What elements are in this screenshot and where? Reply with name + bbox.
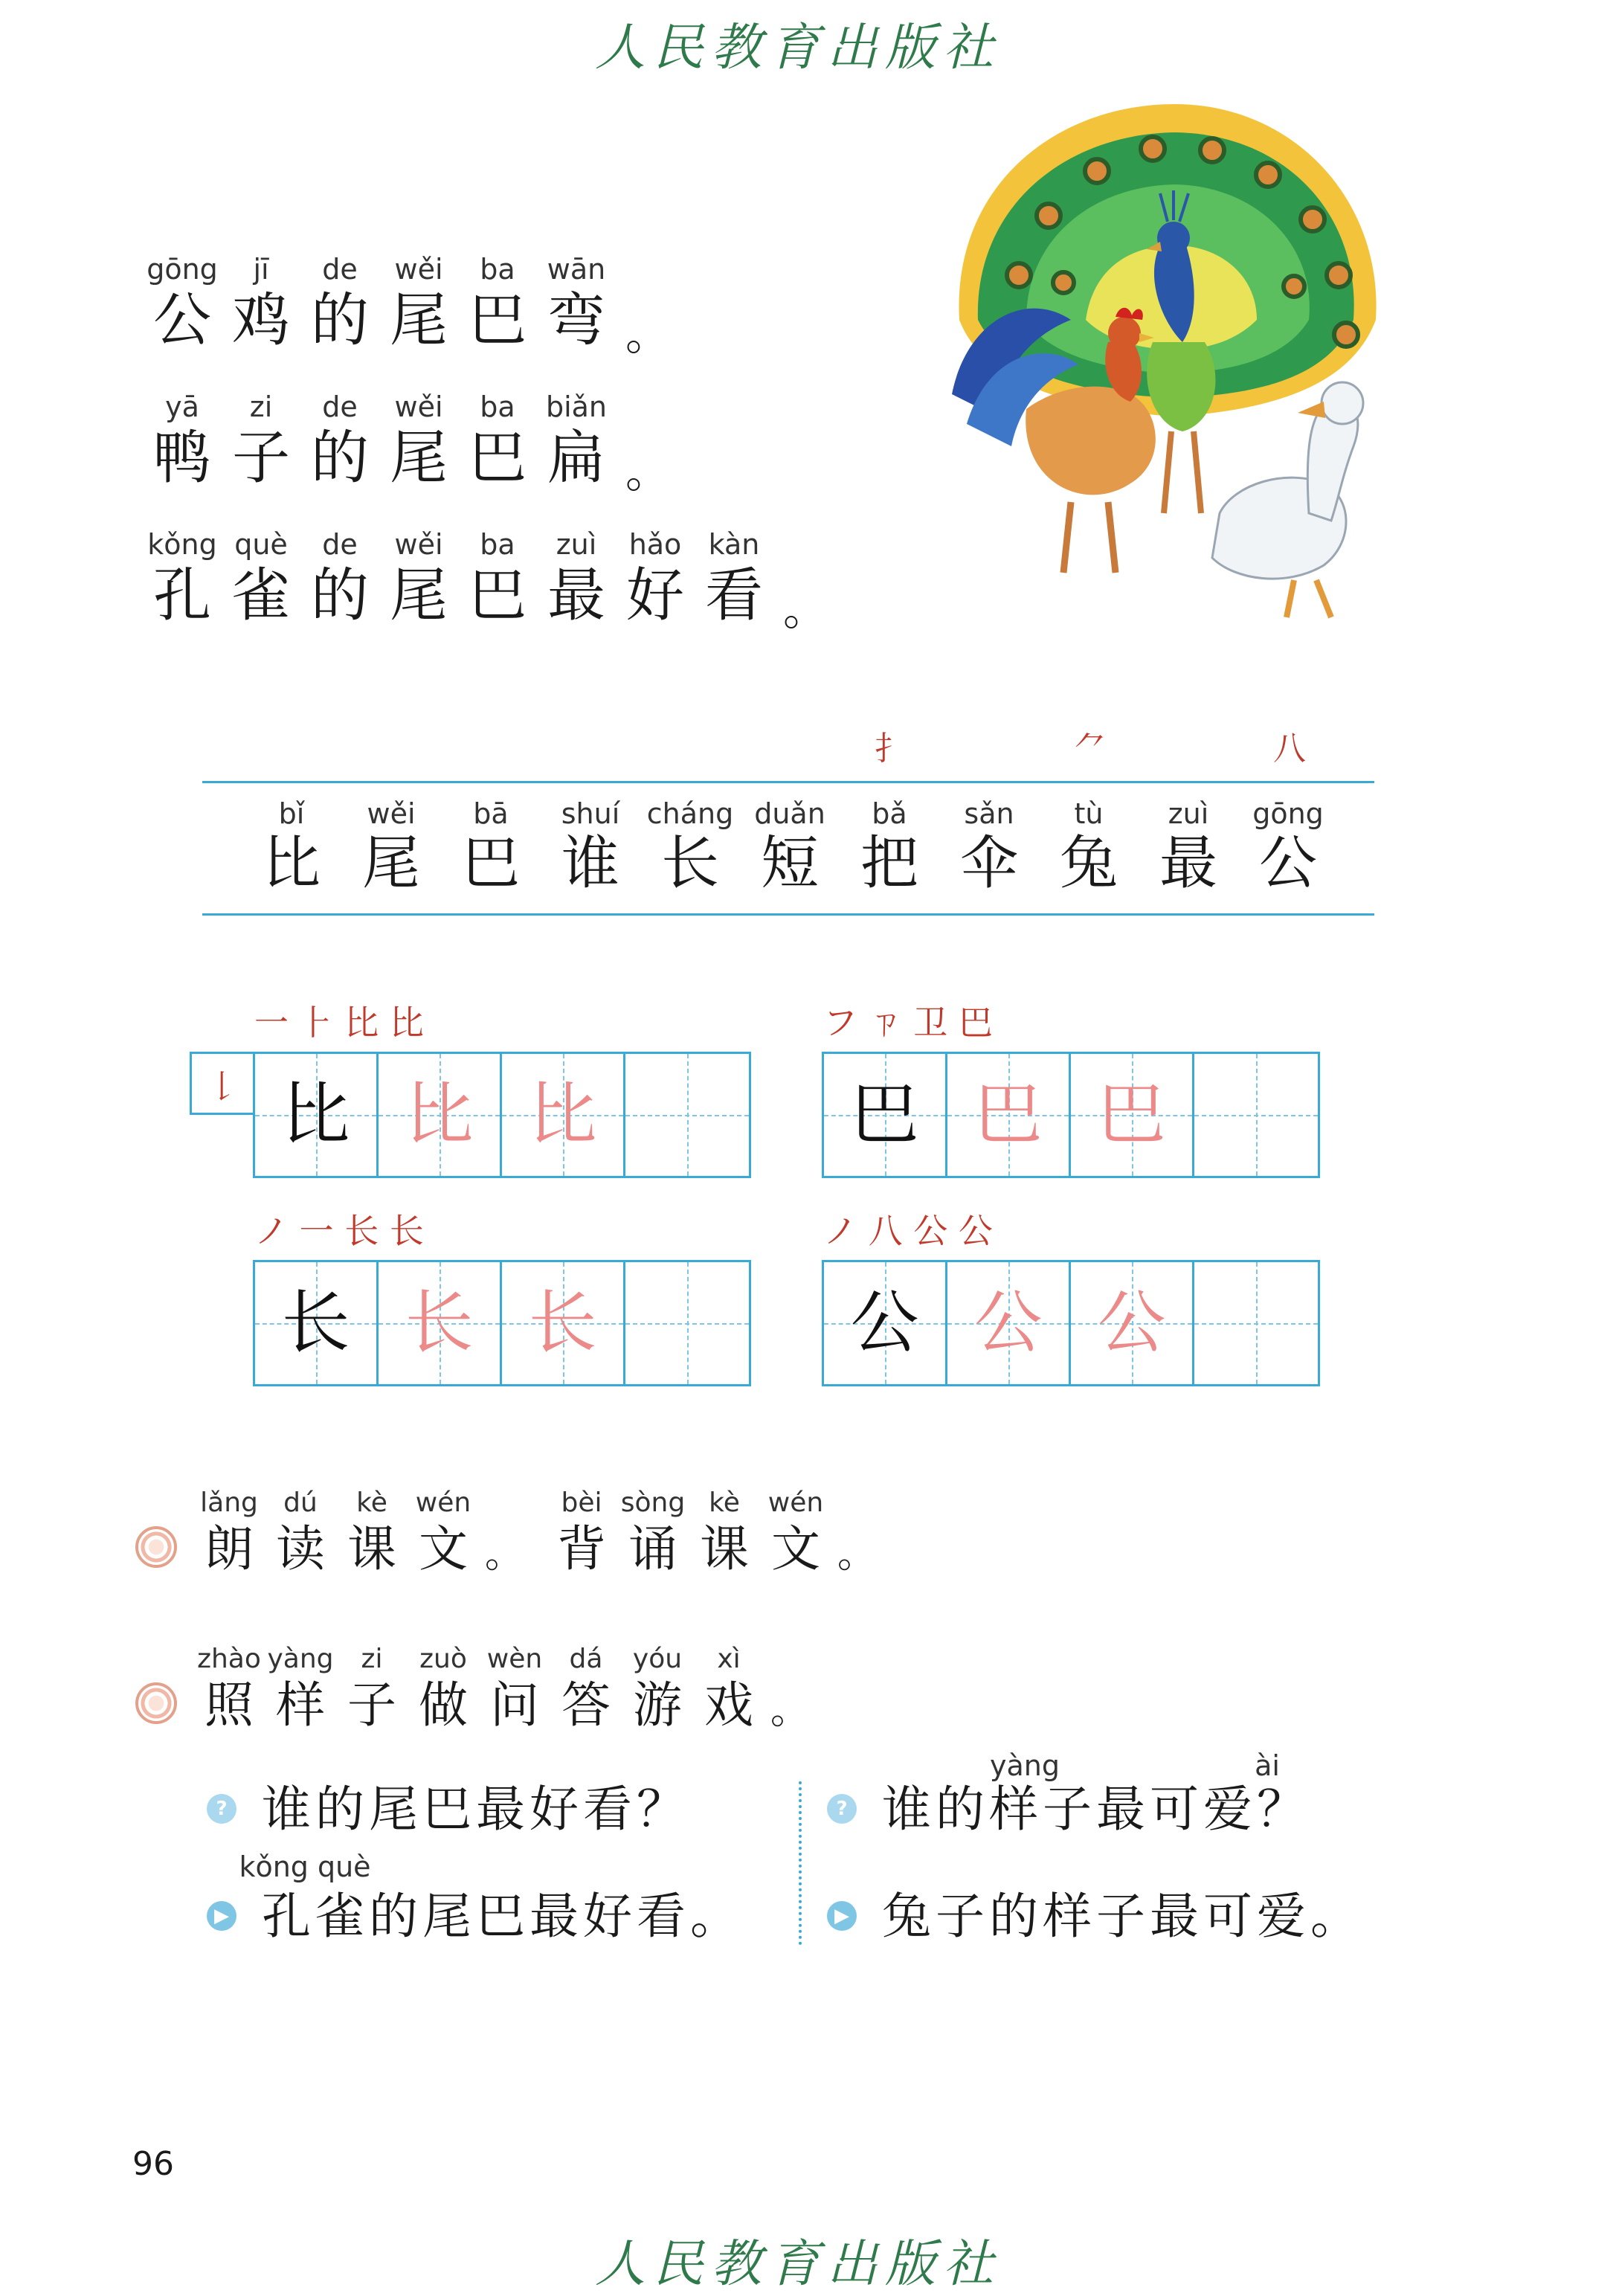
model-char-cell [255,1054,379,1176]
vocab-pinyin: tù [1074,797,1104,830]
poem-hanzi: 孔 [152,562,212,629]
writing-grid [822,1260,1320,1386]
model-char: 公 [850,1283,919,1363]
trace-char-cell [947,1262,1071,1384]
task-hanzi: 戏 [704,1676,753,1734]
question-icon: ? [207,1794,236,1824]
poem-hanzi: 的 [310,562,370,629]
task-pinyin: xì [717,1644,741,1674]
task-pinyin: wén [767,1488,824,1518]
poem-hanzi: 看 [704,562,764,629]
poem-hanzi: 雀 [231,562,291,629]
question-icon: ? [827,1794,857,1824]
trace-char: 公 [1097,1283,1166,1363]
task-pinyin: zi [361,1644,383,1674]
vocab-radical: ⺈ [1074,730,1107,768]
first-stroke-box: 𠄌 [190,1052,255,1115]
dialog-left-question: 谁的尾巴最好看？ [262,1781,690,1838]
model-char-cell [824,1262,947,1384]
task-hanzi: 读 [276,1520,325,1578]
trace-char-cell [947,1054,1071,1176]
model-char-cell [824,1054,947,1176]
footer-publisher: 人民教育出版社 [595,2235,1002,2294]
vocab-radical: 八 [1273,730,1306,768]
answer-icon: ▶ [207,1901,236,1931]
empty-practice-cell [1194,1262,1318,1384]
trace-char-cell [1071,1054,1194,1176]
dialog-divider [799,1781,802,1945]
poem-pinyin: zuì [556,528,597,561]
stroke-order: フ ㄗ 卫 巴 [823,1003,993,1043]
vocab-pinyin: duǎn [754,797,825,830]
task-pinyin: kè [709,1488,740,1518]
trace-char: 比 [528,1075,597,1154]
vocab-hanzi: 尾 [361,830,421,897]
poem-pinyin: de [322,528,358,561]
task-punctuation: 。 [770,1688,810,1733]
vocab-hanzi: 谁 [561,830,620,897]
poem-punctuation: 。 [625,309,670,361]
dialog-right-answer: 兔子的样子最可爱。 [882,1888,1364,1945]
task-pinyin: wén [415,1488,471,1518]
task-hanzi: 做 [419,1676,468,1734]
task-hanzi: 样 [276,1676,325,1734]
trace-char: 比 [405,1075,474,1154]
poem-hanzi: 子 [231,425,291,492]
poem-punctuation: 。 [783,584,828,636]
poem-hanzi: 尾 [389,425,448,492]
dialog-right-question-pinyin-2: ài [1255,1749,1280,1782]
poem-hanzi: 的 [310,287,370,354]
duck-icon [1212,382,1363,617]
poem-pinyin: wěi [394,390,443,423]
poem-hanzi: 巴 [468,562,527,629]
poem-hanzi: 公 [152,287,212,354]
dialog-left-answer-pinyin: kǒng què [239,1850,371,1883]
header-publisher: 人民教育出版社 [595,19,1002,77]
vocab-hanzi: 伞 [959,830,1019,897]
stroke-order: 一 ⺊ 比 比 [254,1003,424,1043]
poem-hanzi: 鸭 [152,425,212,492]
vocab-pinyin: bā [473,797,509,830]
vocab-hanzi: 短 [760,830,820,897]
model-char: 长 [281,1283,350,1363]
poem-hanzi: 尾 [389,287,448,354]
trace-char: 巴 [973,1075,1043,1154]
writing-grid [822,1052,1320,1178]
poem-hanzi: 鸡 [231,287,291,354]
dialog-right-question-pinyin-1: yàng [990,1749,1060,1782]
animals-illustration [937,97,1398,692]
task-punctuation: 。 [837,1532,877,1577]
task-pinyin: zuò [419,1644,467,1674]
trace-char-cell [502,1054,625,1176]
poem-pinyin: de [322,390,358,423]
trace-char-cell [502,1262,625,1384]
task-pinyin: sòng [620,1488,686,1518]
poem-hanzi: 弯 [547,287,606,354]
trace-char-cell [1071,1262,1194,1384]
empty-practice-cell [625,1262,749,1384]
stroke-order: ノ 一 长 长 [254,1211,424,1251]
task-pinyin: yóu [632,1644,683,1674]
task-hanzi: 照 [205,1676,254,1734]
dialog-left-answer: 孔雀的尾巴最好看。 [262,1888,744,1945]
task-pinyin: zhào [197,1644,261,1674]
poem-pinyin: ba [480,528,515,561]
empty-practice-cell [625,1054,749,1176]
vocab-hanzi: 把 [860,830,919,897]
poem-hanzi: 最 [547,562,606,629]
poem-pinyin: yā [165,390,199,423]
trace-char: 长 [405,1283,474,1363]
poem-pinyin: ba [480,390,515,423]
empty-practice-cell [1194,1054,1318,1176]
poem-hanzi: 巴 [468,425,527,492]
poem-hanzi: 尾 [389,562,448,629]
stroke-order: ノ 八 公 公 [823,1211,993,1251]
poem-pinyin: de [322,253,358,286]
task-pinyin: dú [283,1488,318,1518]
poem-pinyin: biǎn [545,390,608,423]
task-pinyin: yàng [267,1644,334,1674]
trace-char-cell [379,1262,502,1384]
task-hanzi: 课 [347,1520,396,1578]
task-pinyin: wèn [486,1644,543,1674]
poem-hanzi: 扁 [547,425,606,492]
vocab-pinyin: zuì [1168,797,1209,830]
poem-pinyin: ba [480,253,515,286]
poem-hanzi: 的 [310,425,370,492]
model-char: 巴 [850,1075,919,1154]
task-hanzi: 游 [633,1676,682,1734]
writing-grid [253,1052,751,1178]
poem-pinyin: wěi [394,528,443,561]
poem-hanzi: 好 [625,562,685,629]
trace-char: 巴 [1097,1075,1166,1154]
vocab-top-rule [202,781,1374,783]
vocab-pinyin: shuí [561,797,620,830]
task-pinyin: bèi [561,1488,602,1518]
task-punctuation: 。 [485,1532,524,1577]
vocab-hanzi: 最 [1159,830,1218,897]
vocab-radical: 扌 [875,730,907,768]
task-hanzi: 朗 [205,1520,254,1578]
vocab-hanzi: 长 [660,830,720,897]
model-char: 比 [281,1075,350,1154]
task-hanzi: 答 [561,1676,611,1734]
poem-pinyin: wěi [394,253,443,286]
poem-pinyin: què [234,528,288,561]
task-hanzi: 问 [490,1676,539,1734]
dialog-right-question: 谁的样子最可爱？ [882,1781,1310,1838]
model-char-cell [255,1262,379,1384]
task-hanzi: 子 [347,1676,396,1734]
poem-pinyin: zi [249,390,273,423]
poem-punctuation: 。 [625,446,670,498]
vocab-hanzi: 兔 [1059,830,1118,897]
poem-pinyin: kàn [708,528,760,561]
page-number: 96 [132,2145,174,2183]
vocab-pinyin: cháng [646,797,734,830]
vocab-pinyin: wěi [367,797,416,830]
task-hanzi: 文 [419,1520,468,1578]
poem-pinyin: kǒng [147,528,217,561]
poem-pinyin: hǎo [628,528,682,561]
writing-grid [253,1260,751,1386]
task-hanzi: 文 [771,1520,820,1578]
task-pinyin: kè [356,1488,387,1518]
task-icon [135,1526,177,1568]
vocab-bottom-rule [202,913,1374,916]
vocab-hanzi: 公 [1258,830,1318,897]
vocab-hanzi: 巴 [461,830,521,897]
poem-pinyin: gōng [147,253,218,286]
trace-char: 公 [973,1283,1043,1363]
poem-pinyin: jī [253,253,269,286]
poem-hanzi: 巴 [468,287,527,354]
task-hanzi: 诵 [628,1520,677,1578]
trace-char-cell [379,1054,502,1176]
task-hanzi: 背 [557,1520,606,1578]
task-icon [135,1682,177,1724]
answer-icon: ▶ [827,1901,857,1931]
task-hanzi: 课 [700,1520,749,1578]
trace-char: 长 [528,1283,597,1363]
vocab-pinyin: bǎ [872,797,907,830]
vocab-pinyin: bǐ [278,797,305,830]
task-pinyin: dá [569,1644,603,1674]
task-pinyin: lǎng [200,1488,258,1518]
vocab-pinyin: sǎn [964,797,1014,830]
poem-pinyin: wān [547,253,606,286]
vocab-hanzi: 比 [262,830,321,897]
vocab-pinyin: gōng [1252,797,1324,830]
